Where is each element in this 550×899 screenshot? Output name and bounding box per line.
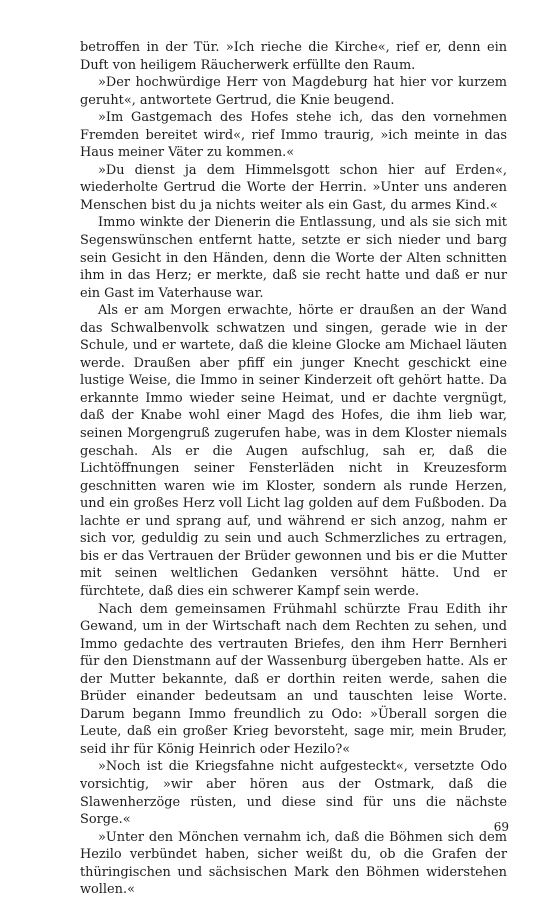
paragraph: »Du dienst ja dem Himmelsgott schon hier auf Erden«, wiederholte Gertrud die Worte der Herrin. »Unter uns anderen Menschen bist du ja nichts weiter als ein Gast, du armes Kind.« (80, 162, 507, 213)
paragraph: »Im Gastgemach des Hofes stehe ich, das den vornehmen Fremden bereitet wird«, rief Immo traurig, »ich meinte in das Haus meiner Väter zu kommen.« (80, 110, 507, 161)
paragraph: Als er am Morgen erwachte, hörte er draußen an der Wand das Schwalbenvolk schwatzen und singen, gerade wie in der Schule, und er wartete, daß die kleine Glocke am Michael läuten werde. Draußen aber pfiff ein junger Knecht geschickt eine lustige Weise, die Immo in seiner Kinderzeit oft gehört hatte. Da erkannte Immo wieder seine Heimat, und er dachte vergnügt, daß der Knabe wohl einer Magd des Hofes, die ihm lieb war, seinen Morgengruß zugerufen habe, was in dem Kloster niemals geschah. Als er die Augen aufschlug, sah er, daß die Lichtöffnungen seiner Fensterläden nicht in Kreuzesform geschnitten waren wie im Kloster, sondern als runde Herzen, und ein großes Herz voll Licht lag golden auf dem Fußboden. Da lachte er und sprang auf, und während er sich anzog, nahm er sich vor, geduldig zu sein und auch Schmerzliches zu ertragen, bis er das Vertrauen der Brüder gewonnen und bis er die Mutter mit seinen weltlichen Gedanken versöhnt hätte. Und er fürchtete, daß dies ein schwerer Kampf sein werde. (80, 303, 507, 599)
paragraph: Nach dem gemeinsamen Frühmahl schürzte Frau Edith ihr Gewand, um in der Wirtschaft nach dem Rechten zu sehen, und Immo gedachte des vertrauten Briefes, den ihm Herr Bernheri für den Dienstmann auf der Wassenburg übergeben hatte. Als er der Mutter bekannte, daß er dorthin reiten werde, sahen die Brüder einander bedeutsam an und tauschten leise Worte. Darum begann Immo freundlich zu Odo: »Überall sorgen die Leute, daß ein großer Krieg bevorsteht, sage mir, mein Bruder, seid ihr für König Heinrich oder Hezilo?« (80, 601, 507, 757)
paragraph: »Noch ist die Kriegsfahne nicht aufgesteckt«, versetzte Odo vorsichtig, »wir aber hören aus der Ostmark, daß die Slawenherzöge rüsten, und diese sind für uns die nächste Sorge.« (80, 759, 507, 828)
paragraph: betroffen in der Tür. »Ich rieche die Kirche«, rief er, denn ein Duft von heiligem Räucherwerk erfüllte den Raum. (80, 40, 507, 73)
body-text (80, 39, 507, 899)
paragraph: »Der hochwürdige Herr von Magdeburg hat hier vor kurzem geruht«, antwortete Gertrud, die Knie beugend. (80, 75, 507, 108)
paragraph: Immo winkte der Dienerin die Entlassung, und als sie sich mit Segenswünschen entfernt hatte, setzte er sich nieder und barg sein Gesicht in den Händen, denn die Worte der Alten schnitten ihm in das Herz; er merkte, daß sie recht hatte und daß er nur ein Gast im Vaterhause war. (80, 215, 507, 301)
page-number: 69 (493, 820, 509, 834)
paragraph: »Unter den Mönchen vernahm ich, daß die Böhmen sich dem Hezilo verbündet haben, sicher weißt du, ob die Grafen der thüringischen und sächsischen Mark den Böhmen widerstehen wollen.« (80, 829, 507, 898)
